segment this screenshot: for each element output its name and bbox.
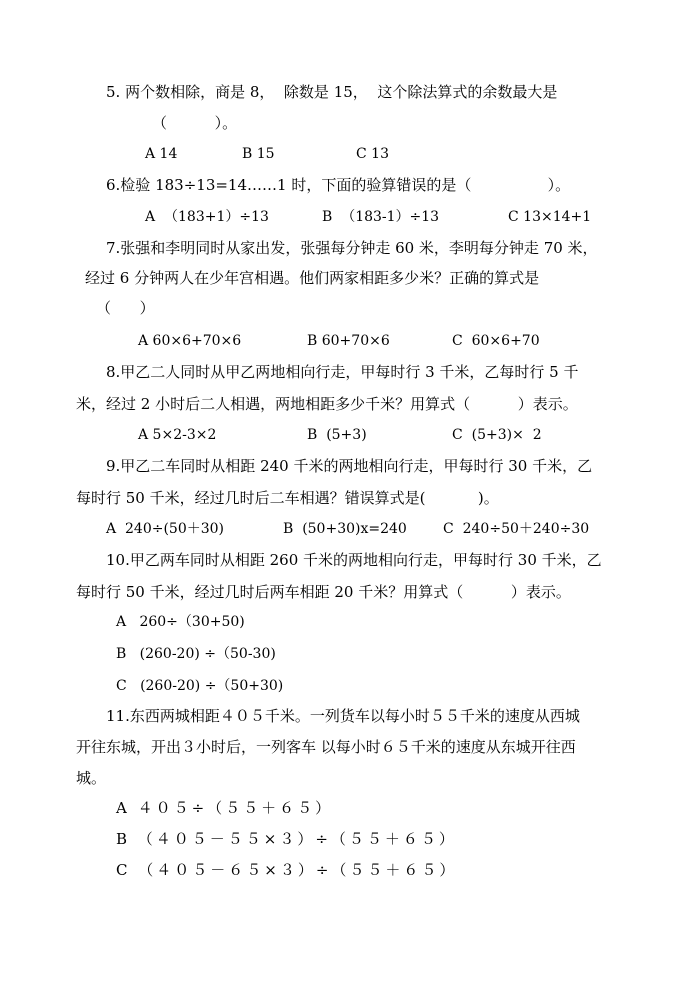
q7-stem-line1: 7.张强和李明同时从家出发，张强每分钟走 60 米，李明每分钟走 70 米，	[106, 239, 598, 257]
q9-option-b: B (50+30)x=240	[283, 521, 407, 537]
q5-stem-line1: 5. 两个数相除，商是 8， 除数是 15， 这个除法算式的余数最大是	[106, 83, 558, 101]
q9-stem-line2: 每时行 50 千米，经过几时后二车相遇？错误算式是( )。	[76, 489, 499, 507]
q11-option-c: C （４０５－６５×３）÷（５５＋６５）	[116, 861, 458, 879]
q8-option-a: A 5×2-3×2	[138, 427, 217, 443]
q6-stem: 6.检验 183÷13=14……1 时，下面的验算错误的是（ ）。	[106, 176, 571, 194]
q8-option-c: C (5+3)× 2	[452, 427, 542, 443]
q10-option-a: A 260÷（30+50)	[116, 614, 245, 630]
q5-option-a: A 14	[145, 146, 178, 162]
q9-stem-line1: 9.甲乙二车同时从相距 240 千米的两地相向行走，甲每时行 30 千米，乙	[106, 457, 593, 475]
q10-option-c: C (260-20) ÷（50+30)	[116, 678, 284, 694]
q10-option-b: B (260-20) ÷（50-30)	[116, 646, 276, 662]
q5-option-b: B 15	[242, 146, 275, 162]
q8-stem-line2: 米，经过 2 小时后二人相遇，两地相距多少千米？用算式（ ）表示。	[76, 395, 578, 413]
q8-stem-line1: 8.甲乙二人同时从甲乙两地相向行走，甲每时行 3 千米，乙每时行 5 千	[106, 363, 579, 381]
q7-option-b: B 60+70×6	[307, 333, 390, 349]
q7-option-a: A 60×6+70×6	[138, 333, 242, 349]
q9-option-c: C 240÷50＋240÷30	[443, 521, 590, 537]
q6-option-b: B （183-1）÷13	[322, 209, 440, 225]
q7-option-c: C 60×6+70	[452, 333, 540, 349]
q11-stem-line1: 11.东西两城相距４０５千米。一列货车以每小时５５千米的速度从西城	[106, 707, 580, 725]
q10-stem-line1: 10.甲乙两车同时从相距 260 千米的两地相向行走，甲每时行 30 千米，乙	[106, 551, 602, 569]
q5-option-c: C 13	[356, 146, 389, 162]
q5-answer-blank: （ ）。	[152, 114, 238, 132]
q11-option-b: B （４０５－５５×３）÷（５５＋６５）	[116, 830, 457, 848]
q6-option-a: A （183+1）÷13	[145, 209, 269, 225]
q10-stem-line2: 每时行 50 千米，经过几时后两车相距 20 千米？用算式（ ）表示。	[76, 583, 571, 601]
q11-option-a: A ４０５÷（５５＋６５）	[116, 799, 334, 817]
q8-option-b: B (5+3)	[307, 427, 367, 443]
q11-stem-line3: 城。	[76, 769, 107, 787]
q6-option-c: C 13×14+1	[508, 209, 592, 225]
q9-option-a: A 240÷(50＋30)	[106, 521, 225, 537]
q7-answer-blank: （ ）	[96, 299, 155, 317]
q7-stem-line2: 经过 6 分钟两人在少年宫相遇。他们两家相距多少米？正确的算式是	[85, 269, 540, 287]
q11-stem-line2: 开往东城，开出３小时后，一列客车 以每小时６５千米的速度从东城开往西	[76, 738, 576, 756]
